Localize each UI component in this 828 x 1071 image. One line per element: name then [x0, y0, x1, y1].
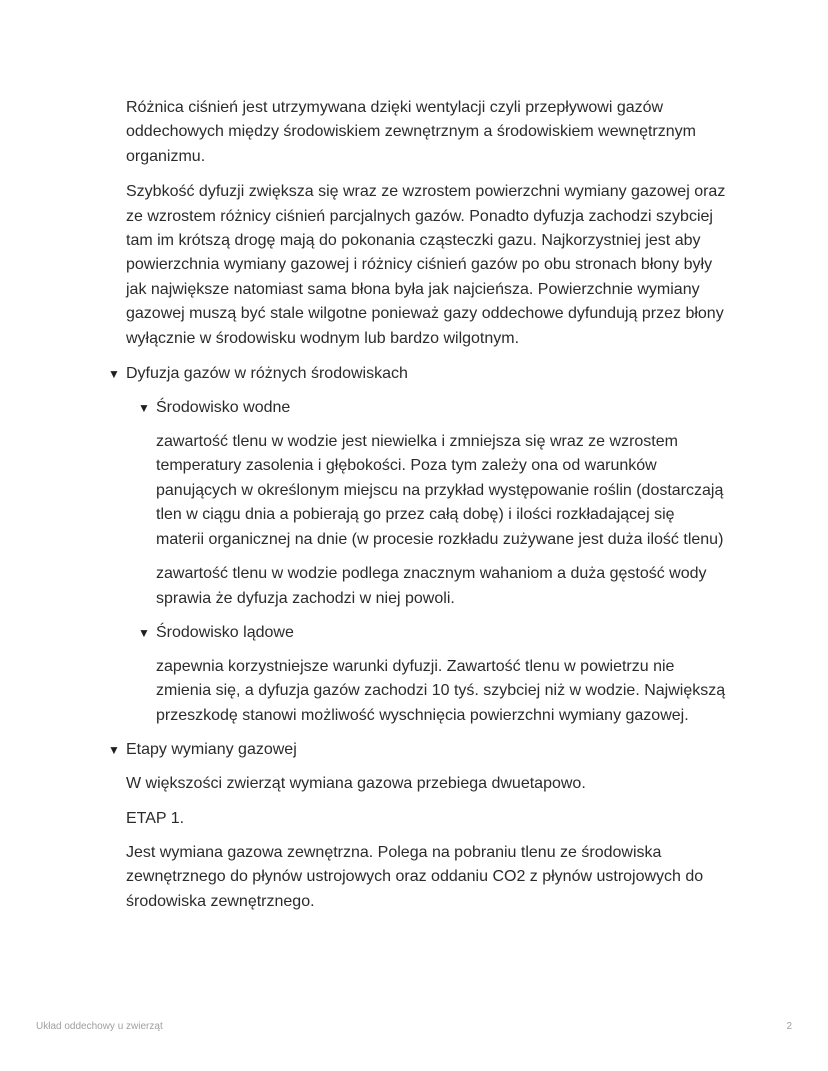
footer-title: Układ oddechowy u zwierząt: [36, 1021, 163, 1032]
toggle-land-environment[interactable]: [0, 621, 828, 645]
page-number: 2: [786, 1021, 792, 1032]
paragraph-water-oxygen: zawartość tlenu w wodzie jest niewielka i zmniejsza się wraz ze wzrostem temperatury zasolenia i głębokości. Poza tym zależy ona od warunków panujących w określonym miejscu na przykład występowanie roślin (dostarczają tlen w ciągu dnia a pobierają go przez całą dobę) i ilości rozkładającej się materii organicznej na dnie (w procesie rozkładu zużywane jest duża ilość tlenu): [156, 433, 724, 548]
paragraph-stage-heading: ETAP 1.: [126, 809, 185, 827]
toggle-title: Środowisko lądowe: [156, 623, 294, 641]
toggle-title: Etapy wymiany gazowej: [126, 741, 297, 759]
toggle-title: Dyfuzja gazów w różnych środowiskach: [126, 365, 408, 383]
page-content: [0, 96, 828, 914]
triangle-down-icon[interactable]: ▼: [138, 401, 150, 416]
paragraph-diffusion-rate: Szybkość dyfuzji zwiększa się wraz ze wzrostem powierzchni wymiany gazowej oraz ze wzrostem różnicy ciśnień parcjalnych gazów. Ponadto dyfuzja zachodzi szybciej tam im krótszą drogę mają do pokonania cząsteczki gazu. Najkorzystniej jest aby powierzchnia wymiany gazowej i różnicy ciśnień gazów po obu stronach błony były jak największe natomiast sama błona była jak najcieńsza. Powierzchnie wymiany gazowej muszą być stale wilgotne ponieważ gazy oddechowe dyfundują przez błony wyłącznie w środowisku wodnym lub bardzo wilgotnym.: [126, 183, 726, 347]
triangle-down-icon[interactable]: ▼: [108, 367, 120, 382]
paragraph-pressure: Różnica ciśnień jest utrzymywana dzięki wentylacji czyli przepływowi gazów oddechowych między środowiskiem zewnętrznym a środowiskiem wewnętrznym organizmu.: [126, 99, 696, 165]
paragraph-land-conditions: zapewnia korzystniejsze warunki dyfuzji. Zawartość tlenu w powietrzu nie zmienia się, a dyfuzja gazów zachodzi 10 tyś. szybciej niż w wodzie. Największą przeszkodę stanowi możliwość wyschnięcia powierzchni wymiany gazowej.: [156, 657, 726, 724]
toggle-water-environment[interactable]: [0, 396, 828, 420]
toggle-gas-exchange-stages[interactable]: [0, 738, 828, 762]
paragraph-external-exchange: Jest wymiana gazowa zewnętrzna. Polega na pobraniu tlenu ze środowiska zewnętrznego do płynów ustrojowych oraz oddaniu CO2 z płynów ustrojowych do środowiska zewnętrznego.: [126, 843, 704, 910]
triangle-down-icon[interactable]: ▼: [108, 743, 120, 758]
paragraph-water-fluctuation: zawartość tlenu w wodzie podlega znacznym wahaniom a duża gęstość wody sprawia że dyfuzja zachodzi w niej powoli.: [156, 565, 707, 607]
toggle-title: Środowisko wodne: [156, 399, 291, 417]
toggle-diffusion-environments[interactable]: [0, 362, 828, 386]
triangle-down-icon[interactable]: ▼: [138, 625, 150, 640]
paragraph-two-stage: W większości zwierząt wymiana gazowa przebiega dwuetapowo.: [126, 775, 586, 793]
